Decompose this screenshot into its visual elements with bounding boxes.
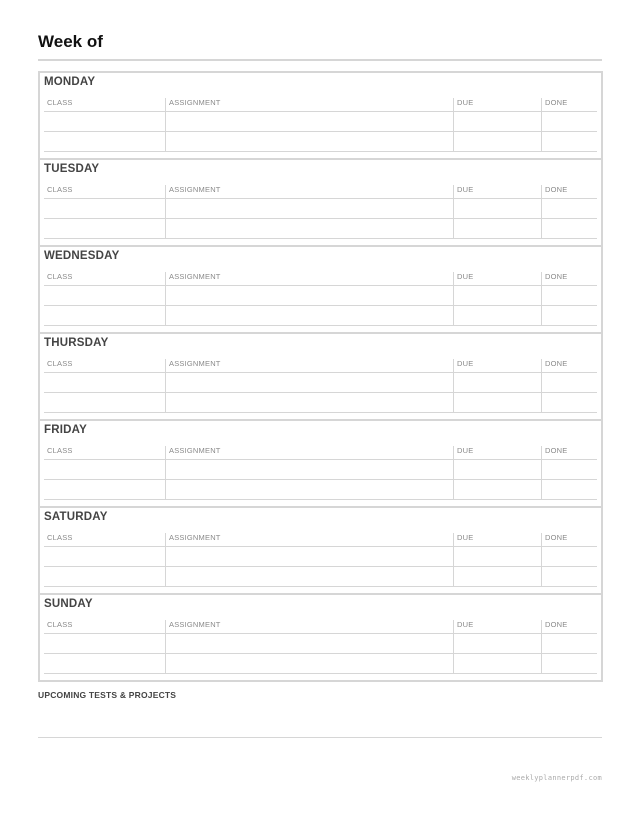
day-name: SUNDAY	[44, 598, 93, 610]
tuesday-due-cell-1[interactable]	[455, 199, 546, 217]
monday-class-cell-1[interactable]	[44, 112, 170, 130]
saturday-done-cell-1[interactable]	[543, 547, 603, 565]
done-header: DONE	[545, 620, 568, 629]
assignment-header: ASSIGNMENT	[169, 533, 221, 542]
saturday-class-cell-1[interactable]	[44, 547, 170, 565]
day-name: TUESDAY	[44, 163, 100, 175]
class-header: CLASS	[47, 446, 73, 455]
row-rule	[44, 673, 597, 674]
thursday-assignment-cell-1[interactable]	[167, 373, 458, 391]
thursday-done-cell-1[interactable]	[543, 373, 603, 391]
class-header: CLASS	[47, 98, 73, 107]
tuesday-assignment-cell-1[interactable]	[167, 199, 458, 217]
due-header: DUE	[457, 446, 474, 455]
day-section-tuesday	[40, 160, 601, 247]
saturday-assignment-cell-2[interactable]	[167, 567, 458, 585]
class-header: CLASS	[47, 272, 73, 281]
sunday-class-cell-1[interactable]	[44, 634, 170, 652]
sunday-done-cell-1[interactable]	[543, 634, 603, 652]
friday-done-cell-1[interactable]	[543, 460, 603, 478]
week-table	[38, 71, 603, 682]
thursday-due-cell-2[interactable]	[455, 393, 546, 411]
day-name: THURSDAY	[44, 337, 109, 349]
saturday-done-cell-2[interactable]	[543, 567, 603, 585]
day-section-wednesday	[40, 247, 601, 334]
assignment-header: ASSIGNMENT	[169, 446, 221, 455]
friday-due-cell-2[interactable]	[455, 480, 546, 498]
sunday-done-cell-2[interactable]	[543, 654, 603, 672]
monday-done-cell-1[interactable]	[543, 112, 603, 130]
day-name: WEDNESDAY	[44, 250, 120, 262]
class-header: CLASS	[47, 359, 73, 368]
row-rule	[44, 151, 597, 152]
done-header: DONE	[545, 272, 568, 281]
wednesday-due-cell-1[interactable]	[455, 286, 546, 304]
wednesday-due-cell-2[interactable]	[455, 306, 546, 324]
wednesday-class-cell-2[interactable]	[44, 306, 170, 324]
friday-assignment-cell-1[interactable]	[167, 460, 458, 478]
row-rule	[44, 412, 597, 413]
upcoming-label: UPCOMING TESTS & PROJECTS	[38, 690, 177, 700]
thursday-assignment-cell-2[interactable]	[167, 393, 458, 411]
friday-assignment-cell-2[interactable]	[167, 480, 458, 498]
tuesday-done-cell-2[interactable]	[543, 219, 603, 237]
due-header: DUE	[457, 533, 474, 542]
sunday-due-cell-2[interactable]	[455, 654, 546, 672]
due-header: DUE	[457, 272, 474, 281]
assignment-header: ASSIGNMENT	[169, 185, 221, 194]
friday-class-cell-1[interactable]	[44, 460, 170, 478]
friday-done-cell-2[interactable]	[543, 480, 603, 498]
class-header: CLASS	[47, 620, 73, 629]
day-section-friday	[40, 421, 601, 508]
assignment-header: ASSIGNMENT	[169, 620, 221, 629]
due-header: DUE	[457, 98, 474, 107]
day-section-saturday	[40, 508, 601, 595]
page-title: Week of	[38, 32, 103, 51]
saturday-class-cell-2[interactable]	[44, 567, 170, 585]
title-underline	[38, 59, 602, 61]
wednesday-assignment-cell-2[interactable]	[167, 306, 458, 324]
wednesday-done-cell-1[interactable]	[543, 286, 603, 304]
sunday-assignment-cell-1[interactable]	[167, 634, 458, 652]
day-name: MONDAY	[44, 76, 96, 88]
thursday-class-cell-1[interactable]	[44, 373, 170, 391]
row-rule	[44, 499, 597, 500]
tuesday-done-cell-1[interactable]	[543, 199, 603, 217]
day-section-monday	[40, 73, 601, 160]
due-header: DUE	[457, 620, 474, 629]
tuesday-class-cell-1[interactable]	[44, 199, 170, 217]
due-header: DUE	[457, 185, 474, 194]
sunday-class-cell-2[interactable]	[44, 654, 170, 672]
done-header: DONE	[545, 533, 568, 542]
saturday-due-cell-2[interactable]	[455, 567, 546, 585]
done-header: DONE	[545, 98, 568, 107]
friday-due-cell-1[interactable]	[455, 460, 546, 478]
footer-site: weeklyplannerpdf.com	[511, 774, 602, 782]
class-header: CLASS	[47, 185, 73, 194]
due-header: DUE	[457, 359, 474, 368]
day-section-thursday	[40, 334, 601, 421]
done-header: DONE	[545, 185, 568, 194]
tuesday-assignment-cell-2[interactable]	[167, 219, 458, 237]
saturday-assignment-cell-1[interactable]	[167, 547, 458, 565]
assignment-header: ASSIGNMENT	[169, 359, 221, 368]
upcoming-writing-line[interactable]	[38, 737, 602, 738]
tuesday-class-cell-2[interactable]	[44, 219, 170, 237]
monday-assignment-cell-1[interactable]	[167, 112, 458, 130]
done-header: DONE	[545, 446, 568, 455]
monday-due-cell-2[interactable]	[455, 132, 546, 150]
thursday-due-cell-1[interactable]	[455, 373, 546, 391]
row-rule	[44, 238, 597, 239]
row-rule	[44, 325, 597, 326]
assignment-header: ASSIGNMENT	[169, 98, 221, 107]
friday-class-cell-2[interactable]	[44, 480, 170, 498]
saturday-due-cell-1[interactable]	[455, 547, 546, 565]
wednesday-assignment-cell-1[interactable]	[167, 286, 458, 304]
assignment-header: ASSIGNMENT	[169, 272, 221, 281]
thursday-class-cell-2[interactable]	[44, 393, 170, 411]
monday-assignment-cell-2[interactable]	[167, 132, 458, 150]
sunday-assignment-cell-2[interactable]	[167, 654, 458, 672]
done-header: DONE	[545, 359, 568, 368]
monday-done-cell-2[interactable]	[543, 132, 603, 150]
day-name: SATURDAY	[44, 511, 108, 523]
class-header: CLASS	[47, 533, 73, 542]
day-name: FRIDAY	[44, 424, 87, 436]
monday-due-cell-1[interactable]	[455, 112, 546, 130]
row-rule	[44, 586, 597, 587]
day-section-sunday	[40, 595, 601, 680]
wednesday-done-cell-2[interactable]	[543, 306, 603, 324]
thursday-done-cell-2[interactable]	[543, 393, 603, 411]
tuesday-due-cell-2[interactable]	[455, 219, 546, 237]
monday-class-cell-2[interactable]	[44, 132, 170, 150]
sunday-due-cell-1[interactable]	[455, 634, 546, 652]
wednesday-class-cell-1[interactable]	[44, 286, 170, 304]
